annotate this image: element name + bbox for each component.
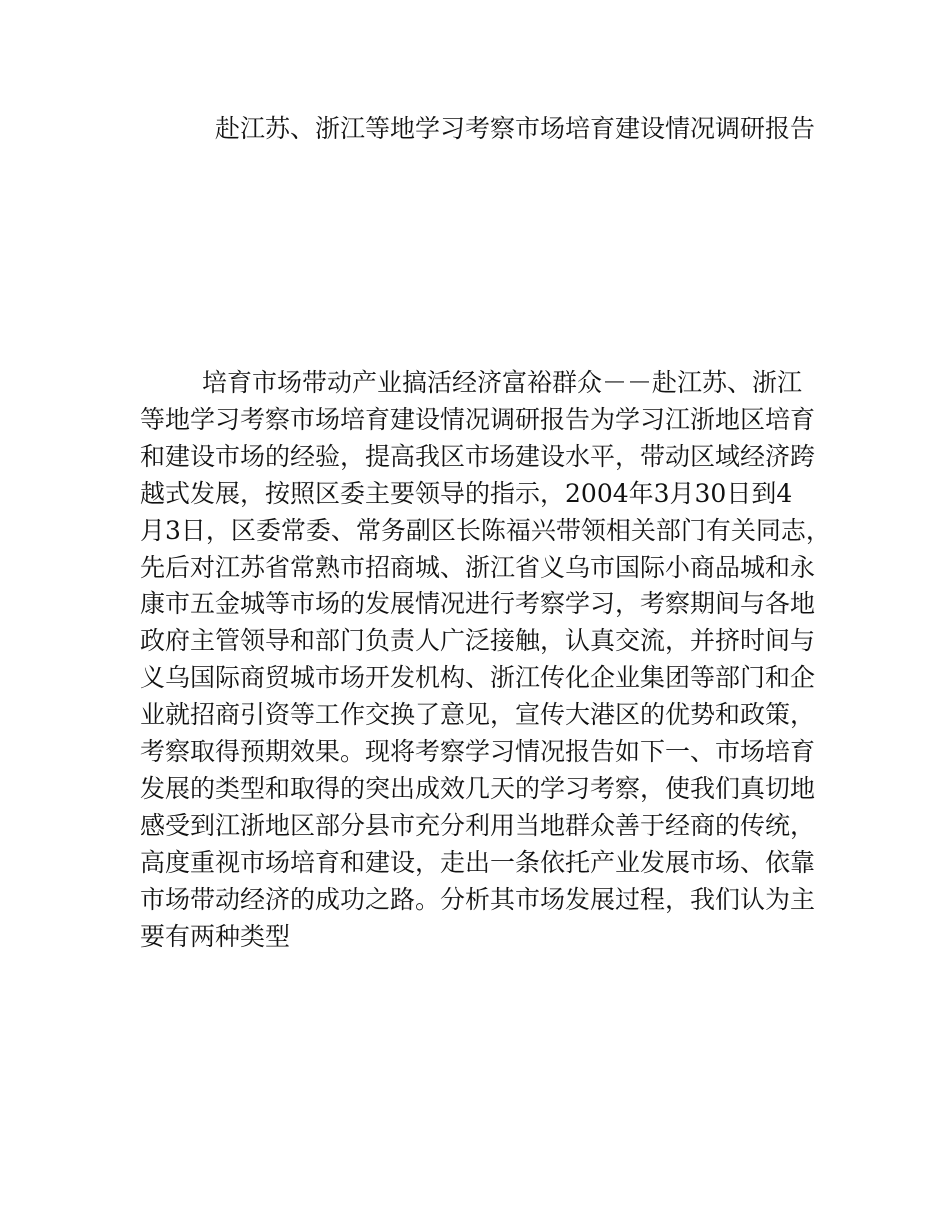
body-line: 市场带动经济的成功之路。分析其市场发展过程，我们认为主: [140, 884, 816, 914]
body-line: 发展的类型和取得的突出成效几天的学习考察，使我们真切地: [140, 773, 816, 803]
body-line: 康市五金城等市场的发展情况进行考察学习，考察期间与各地: [140, 589, 816, 619]
body-line: 高度重视市场培育和建设，走出一条依托产业发展市场、依靠: [140, 847, 816, 877]
body-line: 要有两种类型: [140, 921, 291, 951]
body-line: 义乌国际商贸城市场开发机构、浙江传化企业集团等部门和企: [140, 663, 816, 693]
body-line: 和建设市场的经验，提高我区市场建设水平，带动区域经济跨: [140, 441, 816, 471]
body-line: 感受到江浙地区部分县市充分利用当地群众善于经商的传统，: [140, 810, 816, 840]
body-line: 越式发展，按照区委主要领导的指示，2004年3月30日到4: [140, 478, 793, 508]
body-line: 考察取得预期效果。现将考察学习情况报告如下一、市场培育: [140, 737, 816, 767]
body-line: 培育市场带动产业搞活经济富裕群众－－赴江苏、浙江: [202, 368, 803, 397]
document-title: 赴江苏、浙江等地学习考察市场培育建设情况调研报告: [215, 114, 816, 143]
body-line: 政府主管领导和部门负责人广泛接触，认真交流，并挤时间与: [140, 626, 816, 656]
document-body: [140, 365, 830, 956]
body-line: 等地学习考察市场培育建设情况调研报告为学习江浙地区培育: [140, 404, 816, 434]
body-line: 先后对江苏省常熟市招商城、浙江省义乌市国际小商品城和永: [140, 552, 816, 582]
body-line: 业就招商引资等工作交换了意见，宣传大港区的优势和政策，: [140, 700, 816, 730]
body-line: 月3日，区委常委、常务副区长陈福兴带领相关部门有关同志，: [140, 515, 831, 545]
